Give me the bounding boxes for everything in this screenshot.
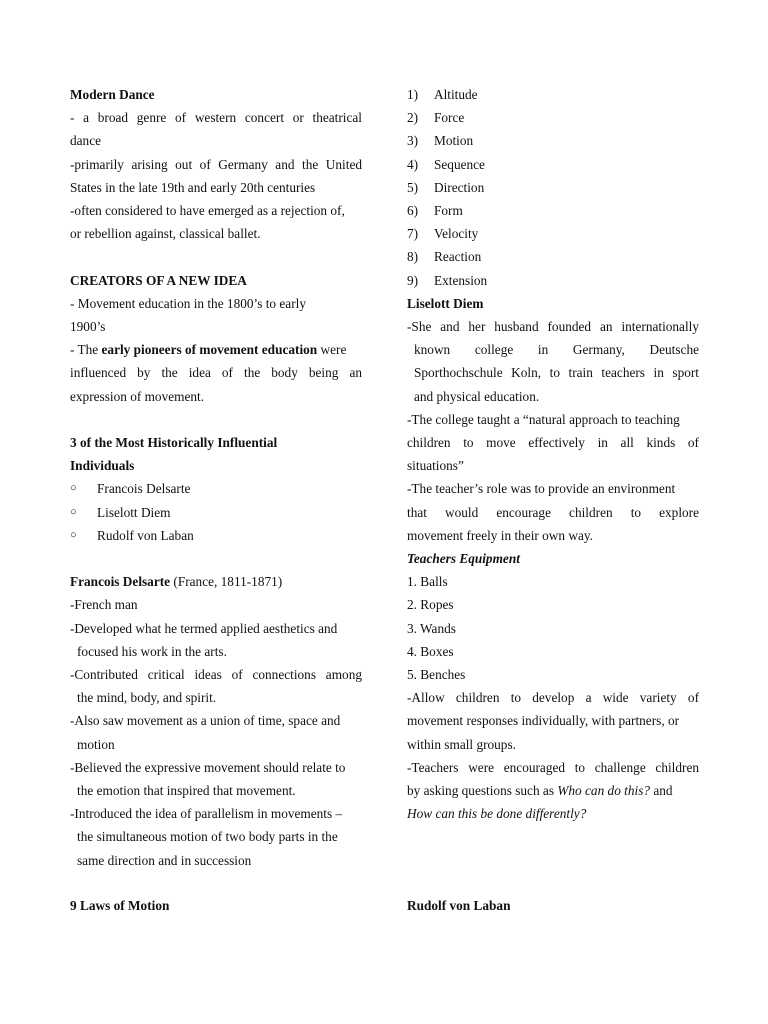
list-number: 1): [407, 87, 419, 102]
diem-text: known college in Germany, Deutsche: [414, 342, 699, 358]
challenge-text: -Teachers were encouraged to challenge children: [407, 759, 699, 775]
delsarte-text: -French man: [70, 597, 138, 613]
list-item: [70, 477, 362, 500]
modern-dance-text: - a broad genre of western concert or theatrical: [70, 110, 362, 126]
list-item: 2. Ropes: [407, 597, 454, 613]
challenge-question: Who can do this?: [557, 783, 651, 799]
list-item: [407, 176, 699, 199]
list-item: [407, 222, 699, 245]
list-item: [407, 153, 699, 176]
list-item: [70, 524, 362, 547]
creators-text-suffix: were: [317, 342, 347, 358]
challenge-question: How can this be done differently?: [407, 806, 587, 822]
diem-text: -The teacher’s role was to provide an environment: [407, 481, 676, 497]
delsarte-text: -Contributed critical ideas of connections among: [70, 667, 362, 683]
left-column: [70, 83, 362, 872]
diem-text: children to move effectively in all kinds of: [407, 435, 699, 451]
modern-dance-text: or rebellion against, classical ballet.: [70, 226, 261, 242]
delsarte-text: the simultaneous motion of two body parts in the: [77, 829, 338, 845]
delsarte-text: -Developed what he termed applied aesthetics and: [70, 620, 338, 636]
delsarte-text: -Believed the expressive movement should relate to: [70, 759, 346, 775]
delsarte-heading: [70, 570, 362, 593]
list-item-label: Force: [434, 110, 465, 126]
diem-text: situations”: [407, 458, 464, 474]
list-item-label: Liselott Diem: [97, 504, 171, 520]
influential-heading: Individuals: [70, 458, 135, 474]
modern-dance-text: States in the late 19th and early 20th centuries: [70, 179, 316, 195]
modern-dance-text: -primarily arising out of Germany and the United: [70, 156, 362, 172]
delsarte-text: -Introduced the idea of parallelism in movements –: [70, 806, 343, 822]
list-item-label: Form: [434, 203, 463, 219]
modern-dance-heading: Modern Dance: [70, 87, 155, 102]
list-item: 1. Balls: [407, 574, 448, 590]
list-item-label: Rudolf von Laban: [97, 527, 194, 543]
laws-of-motion-heading: 9 Laws of Motion: [70, 898, 170, 913]
diem-text: that would encourage children to explore: [407, 504, 699, 520]
influential-heading: 3 of the Most Historically Influential: [70, 435, 278, 451]
modern-dance-text: dance: [70, 133, 102, 149]
right-column: [407, 83, 699, 826]
list-number: 9): [407, 272, 419, 288]
equipment-text: within small groups.: [407, 736, 516, 752]
diem-heading: Liselott Diem: [407, 295, 484, 311]
bullet-icon: ○: [70, 528, 77, 541]
delsarte-text: focused his work in the arts.: [77, 643, 227, 659]
diem-text: and physical education.: [414, 388, 540, 404]
list-number: 5): [407, 179, 419, 195]
equipment-text: -Allow children to develop a wide variety of: [407, 690, 699, 706]
diem-text: -The college taught a “natural approach to teaching: [407, 411, 680, 427]
diem-text: Sporthochschule Koln, to train teachers in sport: [414, 365, 699, 381]
delsarte-text: same direction and in succession: [77, 852, 252, 868]
modern-dance-text: -often considered to have emerged as a rejection of,: [70, 203, 345, 219]
list-number: 4): [407, 156, 419, 172]
delsarte-text: the mind, body, and spirit.: [77, 690, 217, 706]
list-item-label: Velocity: [434, 226, 479, 242]
delsarte-dates: (France, 1811-1871): [170, 574, 283, 590]
equipment-heading: Teachers Equipment: [407, 551, 520, 567]
challenge-text-suffix: and: [650, 783, 673, 799]
list-number: 7): [407, 226, 419, 242]
list-item-label: Motion: [434, 133, 474, 149]
delsarte-name: Francois Delsarte: [70, 574, 171, 590]
list-item: 3. Wands: [407, 620, 456, 636]
list-number: 6): [407, 203, 419, 219]
list-item: 4. Boxes: [407, 643, 454, 659]
list-number: 2): [407, 110, 419, 126]
delsarte-text: motion: [77, 736, 115, 752]
challenge-text: [407, 779, 699, 802]
list-item: 5. Benches: [407, 667, 466, 683]
creators-text: 1900’s: [70, 319, 106, 335]
bullet-icon: ○: [70, 505, 77, 518]
diem-text: -She and her husband founded an internationally: [407, 319, 699, 335]
creators-emphasis: early pioneers of movement education: [101, 342, 318, 358]
list-item: [407, 106, 699, 129]
list-item: [407, 199, 699, 222]
list-item-label: Extension: [434, 272, 488, 288]
list-number: 8): [407, 249, 419, 265]
creators-text: expression of movement.: [70, 388, 205, 404]
list-item-label: Reaction: [434, 249, 482, 265]
list-item: [70, 501, 362, 524]
list-number: 3): [407, 133, 419, 149]
creators-text: [70, 338, 362, 361]
equipment-text: movement responses individually, with partners, or: [407, 713, 680, 729]
list-item-label: Sequence: [434, 156, 485, 172]
list-item-label: Francois Delsarte: [97, 481, 191, 497]
list-item: [407, 129, 699, 152]
list-item-label: Altitude: [434, 87, 478, 102]
diem-text: movement freely in their own way.: [407, 527, 593, 543]
list-item-label: Direction: [434, 179, 485, 195]
creators-heading: CREATORS OF A NEW IDEA: [70, 272, 247, 288]
list-item: [407, 83, 699, 106]
list-item: [407, 245, 699, 268]
creators-text: - Movement education in the 1800’s to early: [70, 295, 306, 311]
delsarte-text: -Also saw movement as a union of time, space and: [70, 713, 341, 729]
bullet-icon: ○: [70, 482, 77, 495]
creators-text-prefix: - The: [70, 342, 102, 358]
delsarte-text: the emotion that inspired that movement.: [77, 783, 296, 799]
challenge-text-prefix: by asking questions such as: [407, 783, 558, 799]
creators-text: influenced by the idea of the body being an: [70, 365, 362, 381]
list-item: [407, 269, 699, 292]
laban-heading: Rudolf von Laban: [407, 898, 511, 913]
